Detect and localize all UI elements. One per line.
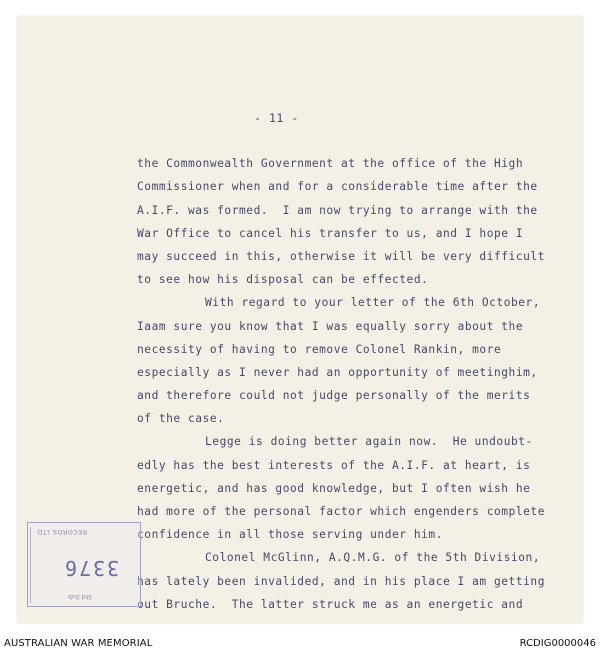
archive-name: AUSTRALIAN WAR MEMORIAL xyxy=(4,638,153,649)
page-number: - 11 - xyxy=(254,111,299,125)
records-stamp xyxy=(27,522,141,607)
text-line-19: has lately been invalided, and in his place I am getting xyxy=(137,575,545,588)
text-line-5: may succeed in this, otherwise it will be very difficult xyxy=(137,250,545,263)
text-line-20: out Bruche. The latter struck me as an energetic and xyxy=(137,598,524,611)
text-line-12: of the case. xyxy=(137,412,225,425)
text-line-17: confidence in all those serving under him. xyxy=(137,528,443,541)
document-id: RCDIG0000046 xyxy=(519,638,596,649)
text-line-16: had more of the personal factor which engenders complete xyxy=(137,505,545,518)
text-line-13: Legge is doing better again now. He undoubt- xyxy=(205,435,533,448)
text-line-4: War Office to cancel his transfer to us, and I hope I xyxy=(137,227,524,240)
text-line-11: and therefore could not judge personally of the merits xyxy=(137,389,531,402)
text-line-8: Iaam sure you know that I was equally sorry about the xyxy=(137,320,524,333)
text-line-15: energetic, and has good knowledge, but I often wish he xyxy=(137,482,531,495)
text-line-14: edly has the best interests of the A.I.F. at heart, is xyxy=(137,459,531,472)
stamp-number: 3376 xyxy=(63,556,120,580)
text-line-6: to see how his disposal can be effected. xyxy=(137,273,429,286)
text-line-1: the Commonwealth Government at the office of the High xyxy=(137,157,524,170)
text-line-3: A.I.F. was formed. I am now trying to arrange with the xyxy=(137,204,538,217)
text-line-2: Commissioner when and for a considerable time after the xyxy=(137,180,538,193)
text-line-10: especially as I never had an opportunity of meetinghim, xyxy=(137,366,538,379)
stamp-title: RECORDS LTD xyxy=(37,528,88,536)
text-line-18: Colonel McGlinn, A.Q.M.G. of the 5th Division, xyxy=(205,551,541,564)
stamp-subtitle: Std Sub xyxy=(68,593,93,600)
text-line-7: With regard to your letter of the 6th October, xyxy=(205,296,541,309)
text-line-9: necessity of having to remove Colonel Rankin, more xyxy=(137,343,502,356)
stamp-border-line xyxy=(30,527,31,603)
archive-footer xyxy=(0,635,601,654)
